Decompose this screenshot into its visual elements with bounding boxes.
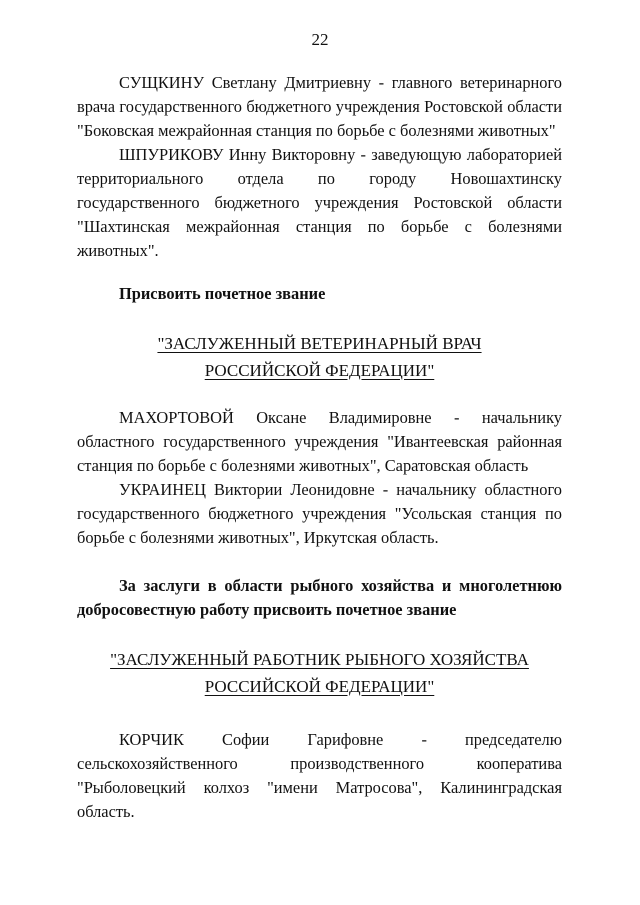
entry-korchik-word: председателю bbox=[465, 730, 562, 749]
section1-title-line1: "ЗАСЛУЖЕННЫЙ ВЕТЕРИНАРНЫЙ ВРАЧ bbox=[157, 334, 482, 353]
section2-instruction: За заслуги в области рыбного хозяйства и многолетнюю добросовестную работу присвоить почетное звание bbox=[77, 576, 562, 619]
entry-korchik-word: Гарифовне bbox=[307, 730, 384, 749]
entry-korchik-word: - bbox=[421, 730, 427, 749]
section1-title bbox=[77, 330, 562, 384]
entry-makhortova: МАХОРТОВОЙ Оксане Владимировне - начальнику областного государственного учреждения "Ивантеевская районная станция по борьбе с болезнями животных", Саратовская область bbox=[77, 408, 562, 475]
page-number: 22 bbox=[311, 30, 329, 49]
entry-korchik-rest: сельскохозяйственного производственного кооператива "Рыболовецкий колхоз "имени Матросова", Калининградская область. bbox=[77, 754, 562, 821]
entry-sushkina: СУЩКИНУ Светлану Дмитриевну - главного ветеринарного врача государственного бюджетного учреждения Ростовской области "Боковская межрайонная станция по борьбе с болезнями животных" bbox=[77, 73, 562, 140]
section1-title-line2: РОССИЙСКОЙ ФЕДЕРАЦИИ" bbox=[204, 361, 435, 380]
entry-korchik-word: КОРЧИК bbox=[119, 730, 184, 749]
entry-ukrainets: УКРАИНЕЦ Виктории Леонидовне - начальнику областного государственного бюджетного учреждения "Усольская станция по борьбе с болезнями животных", Иркутская область. bbox=[77, 480, 562, 547]
section2-title-line1: "ЗАСЛУЖЕННЫЙ РАБОТНИК РЫБНОГО ХОЗЯЙСТВА bbox=[110, 650, 529, 669]
document-body bbox=[77, 71, 562, 824]
section2-title-line2: РОССИЙСКОЙ ФЕДЕРАЦИИ" bbox=[204, 677, 435, 696]
entry-korchik-word: Софии bbox=[222, 730, 270, 749]
section2-title bbox=[77, 646, 562, 700]
section1-instruction: Присвоить почетное звание bbox=[119, 284, 326, 303]
entry-korchik bbox=[77, 728, 562, 824]
entry-shpurikova: ШПУРИКОВУ Инну Викторовну - заведующую лабораторией территориального отдела по городу Новошахтинску государственного бюджетного учреждения Ростовской области "Шахтинская межрайонная станция по борьбе с болезнями животных". bbox=[77, 145, 562, 260]
entry-korchik-first-line bbox=[77, 728, 562, 752]
